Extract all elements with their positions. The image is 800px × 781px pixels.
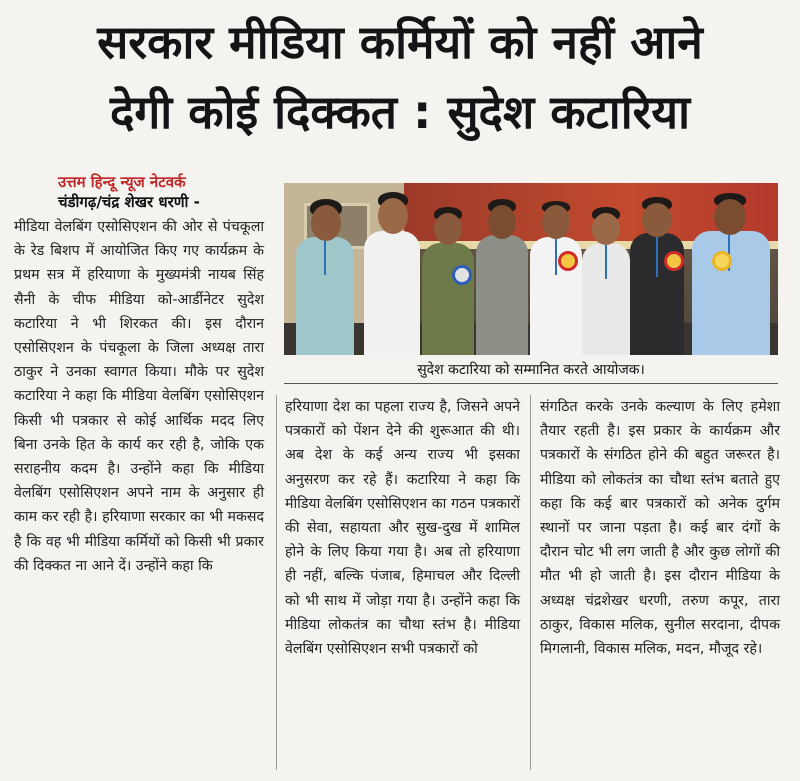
lanyard-icon xyxy=(605,245,607,279)
photo-person xyxy=(292,195,358,355)
lanyard-icon xyxy=(656,237,658,277)
article-column-3-text: संगठित करके उनके कल्याण के लिए हमेशा तैयार रहती है। इस प्रकार के कार्यक्रम और पत्रकारों के संगठित होने की बहुत जरूरत है। मीडिया को लोकतंत्र का चौथा स्तंभ बताते हुए कहा कि कई बार पत्रकारों को अनेक दुर्गम स्थानों पर जाना पड़ता है। कई बार दंगों के दौरान चोट भी लग जाती है और कुछ लोगों की मौत भी हो जाती है। इस दौरान मीडिया के अध्यक्ष चंद्रशेखर धरणी, तरुण कपूर, तारा ठाकुर, विकास मलिक, सुनील सरदाना, दीपक मिगलानी, विकास मलिक, मदन, मौजूद रहे। xyxy=(540,399,780,658)
photo-person xyxy=(474,197,530,355)
photo-caption: सुदेश कटारिया को सम्मानित करते आयोजक। xyxy=(284,360,778,384)
lanyard-icon xyxy=(555,239,557,275)
rosette-icon xyxy=(558,251,578,271)
person-body xyxy=(364,231,420,355)
lanyard-icon xyxy=(324,241,326,275)
event-photo xyxy=(284,183,778,355)
person-head xyxy=(542,205,570,239)
person-body xyxy=(692,231,770,355)
article-column-2 xyxy=(285,395,520,661)
column-divider xyxy=(530,395,531,770)
column-divider xyxy=(276,395,277,770)
photo-person xyxy=(684,191,774,355)
person-head xyxy=(434,213,462,245)
person-head xyxy=(488,205,516,239)
person-head xyxy=(592,213,620,245)
headline-line-2: देगी कोई दिक्कत : सुदेश कटारिया xyxy=(109,85,691,139)
article-column-1-text: मीडिया वेलबिंग एसोसिएशन की ओर से पंचकूला के रेड बिशप में आयोजित किए गए कार्यक्रम के प्रथम सत्र में हरियाणा के मुख्यमंत्री नायब सिंह सैनी के चीफ मीडिया को-आर्डीनेटर सुदेश कटारिया ने भी शिरकत की। इस दौरान एसोसिएशन के पंचकूला के जिला अध्यक्ष तारा ठाकुर ने उनका स्वागत किया। मौके पर सुदेश कटारिया ने कहा कि मीडिया वेलबिंग एसोसिएशन किसी भी पत्रकार से कोई आर्थिक मदद लिए बिना उनके हित के कार्य कर रही है, जोकि एक सराहनीय कदम है। उन्होंने कहा कि मीडिया वेलबिंग एसोसिएशन अपने नाम के अनुसार ही काम कर रही है। हरियाणा सरकार का भी मकसद है कि वह भी मीडिया कर्मियों को किसी भी प्रकार की दिक्कत ना आने दें। उन्होंने कहा कि xyxy=(14,219,264,574)
person-head xyxy=(378,198,408,234)
byline-agency: उत्तम हिन्दू न्यूज नेटवर्क xyxy=(58,173,186,191)
photo-person xyxy=(528,199,584,355)
rosette-icon xyxy=(712,251,732,271)
photo-person xyxy=(420,205,476,355)
person-head xyxy=(642,203,672,237)
person-body xyxy=(422,243,474,355)
byline-city-reporter: चंडीगढ़/चंद्र शेखर धरणी - xyxy=(58,193,200,211)
photo-person xyxy=(580,205,632,355)
person-head xyxy=(311,205,341,241)
article-column-2-text: हरियाणा देश का पहला राज्य है, जिसने अपने पत्रकारों को पेंशन देने की शुरूआत की थी। अब देश के कई अन्य राज्य भी इसका अनुसरण कर रहे हैं। कटारिया ने कहा कि मीडिया वेलबिंग एसोसिएशन का गठन पत्रकारों की सेवा, सहायता और सुख-दुख में शामिल होने के लिए किया गया है। अब तो हरियाणा ही नहीं, बल्कि पंजाब, हिमाचल और दिल्ली को भी साथ में जोड़ा गया है। उन्होंने कहा कि मीडिया लोकतंत्र का चौथा स्तंभ है। मीडिया वेलबिंग एसोसिएशन सभी पत्रकारों को xyxy=(285,399,520,658)
headline-line-1: सरकार मीडिया कर्मियों को नहीं आने xyxy=(97,15,703,69)
rosette-icon xyxy=(664,251,684,271)
article-column-3 xyxy=(540,395,780,661)
photo-person xyxy=(628,195,686,355)
article-column-1 xyxy=(14,215,264,578)
person-head xyxy=(714,199,746,235)
photo-person xyxy=(360,190,424,355)
rosette-icon xyxy=(452,265,472,285)
person-body xyxy=(476,235,528,355)
